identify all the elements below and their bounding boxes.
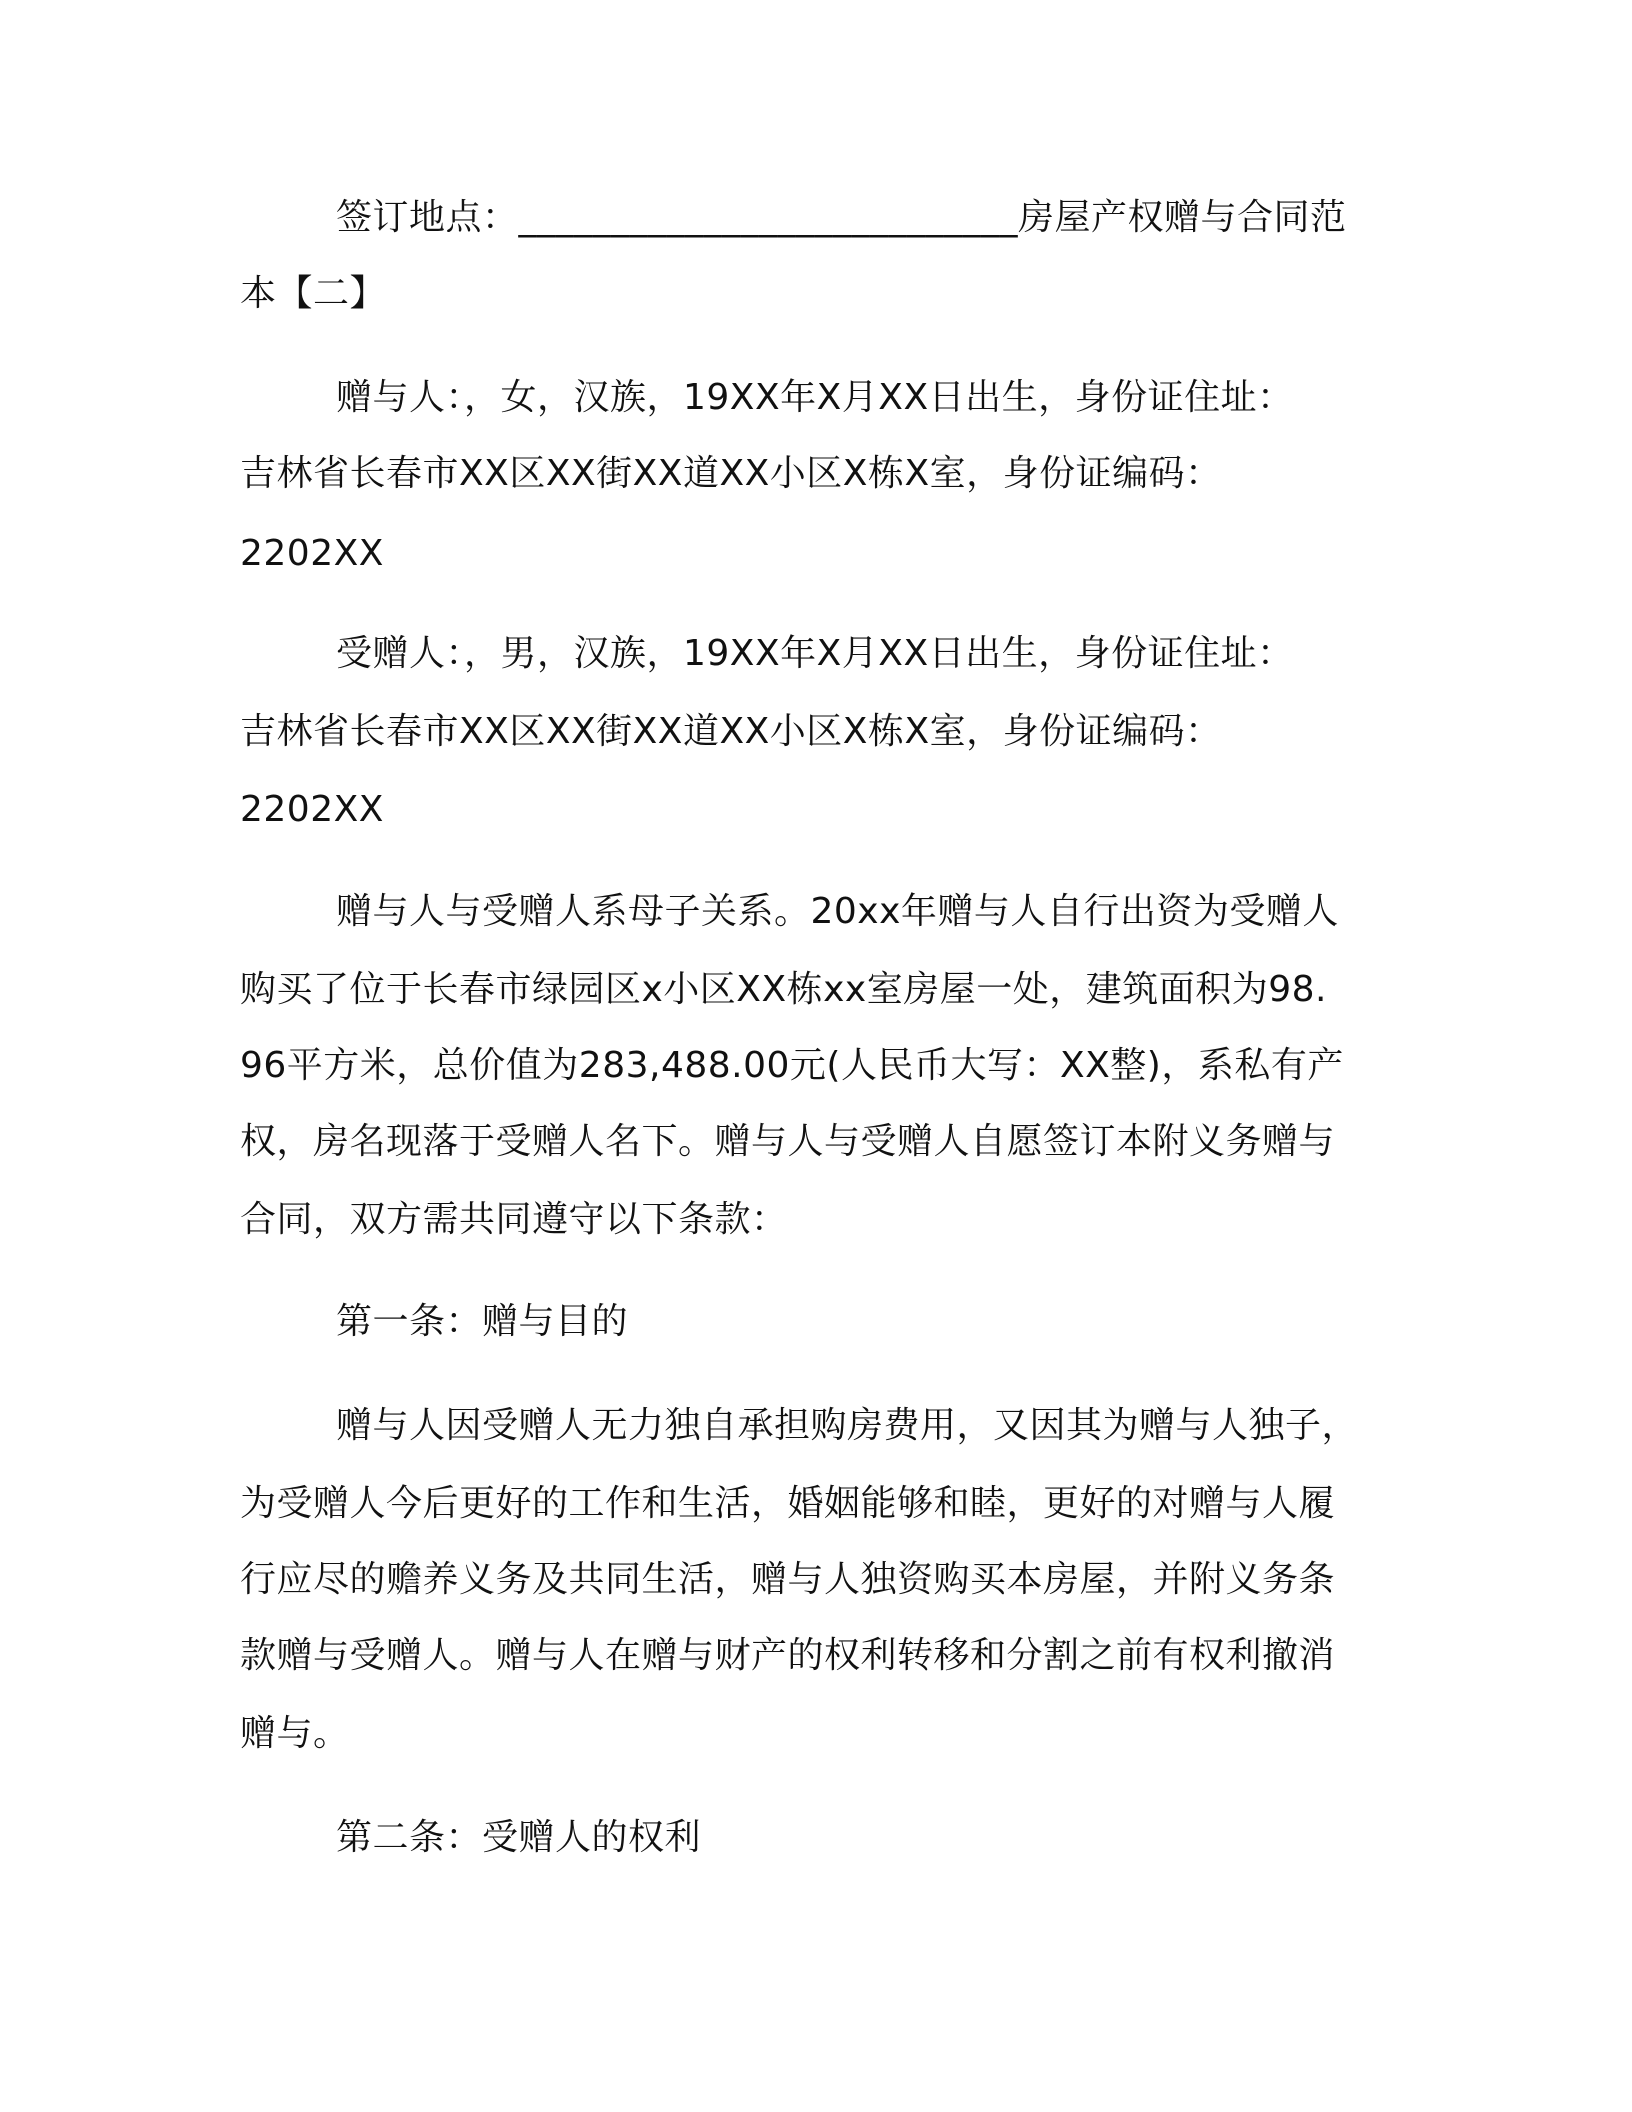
- donor-info-line: 赠与人：，女，汉族，19XX年X月XX日出生，身份证住址：: [336, 377, 1294, 418]
- relationship-paragraph-line-1: 赠与人与受赠人系母子关系。20xx年赠与人自行出资为受赠人: [336, 891, 1339, 932]
- relationship-paragraph-line-4: 权，房名现落于受赠人名下。赠与人与受赠人自愿签订本附义务赠与: [240, 1121, 1336, 1162]
- donor-address-line: 吉林省长春市XX区XX街XX道XX小区X栋X室，身份证编码：: [240, 453, 1222, 494]
- signing-location-line: 签订地点：___________________________房屋产权赠与合同范: [336, 197, 1347, 238]
- purpose-paragraph-line-4: 款赠与受赠人。赠与人在赠与财产的权利转移和分割之前有权利撤消: [240, 1635, 1336, 1676]
- purpose-paragraph-line-5: 赠与。: [240, 1713, 350, 1754]
- donor-id-line: 2202XX: [240, 533, 384, 574]
- relationship-paragraph-line-2: 购买了位于长春市绿园区x小区XX栋xx室房屋一处，建筑面积为98.: [240, 969, 1327, 1010]
- purpose-paragraph-line-3: 行应尽的赡养义务及共同生活，赠与人独资购买本房屋，并附义务条: [240, 1559, 1336, 1600]
- contract-title-continuation: 本【二】: [240, 273, 387, 314]
- donee-info-line: 受赠人：，男，汉族，19XX年X月XX日出生，身份证住址：: [336, 633, 1294, 674]
- donee-address-line: 吉林省长春市XX区XX街XX道XX小区X栋X室，身份证编码：: [240, 711, 1222, 752]
- relationship-paragraph-line-3: 96平方米，总价值为283,488.00元(人民币大写：XX整)，系私有产: [240, 1045, 1344, 1086]
- purpose-paragraph-line-2: 为受赠人今后更好的工作和生活，婚姻能够和睦，更好的对赠与人履: [240, 1483, 1336, 1524]
- donee-id-line: 2202XX: [240, 789, 384, 830]
- article-1-heading: 第一条：赠与目的: [336, 1301, 629, 1342]
- relationship-paragraph-line-5: 合同，双方需共同遵守以下条款：: [240, 1199, 788, 1240]
- article-2-heading: 第二条：受赠人的权利: [336, 1817, 702, 1858]
- purpose-paragraph-line-1: 赠与人因受赠人无力独自承担购房费用，又因其为赠与人独子，: [336, 1405, 1359, 1446]
